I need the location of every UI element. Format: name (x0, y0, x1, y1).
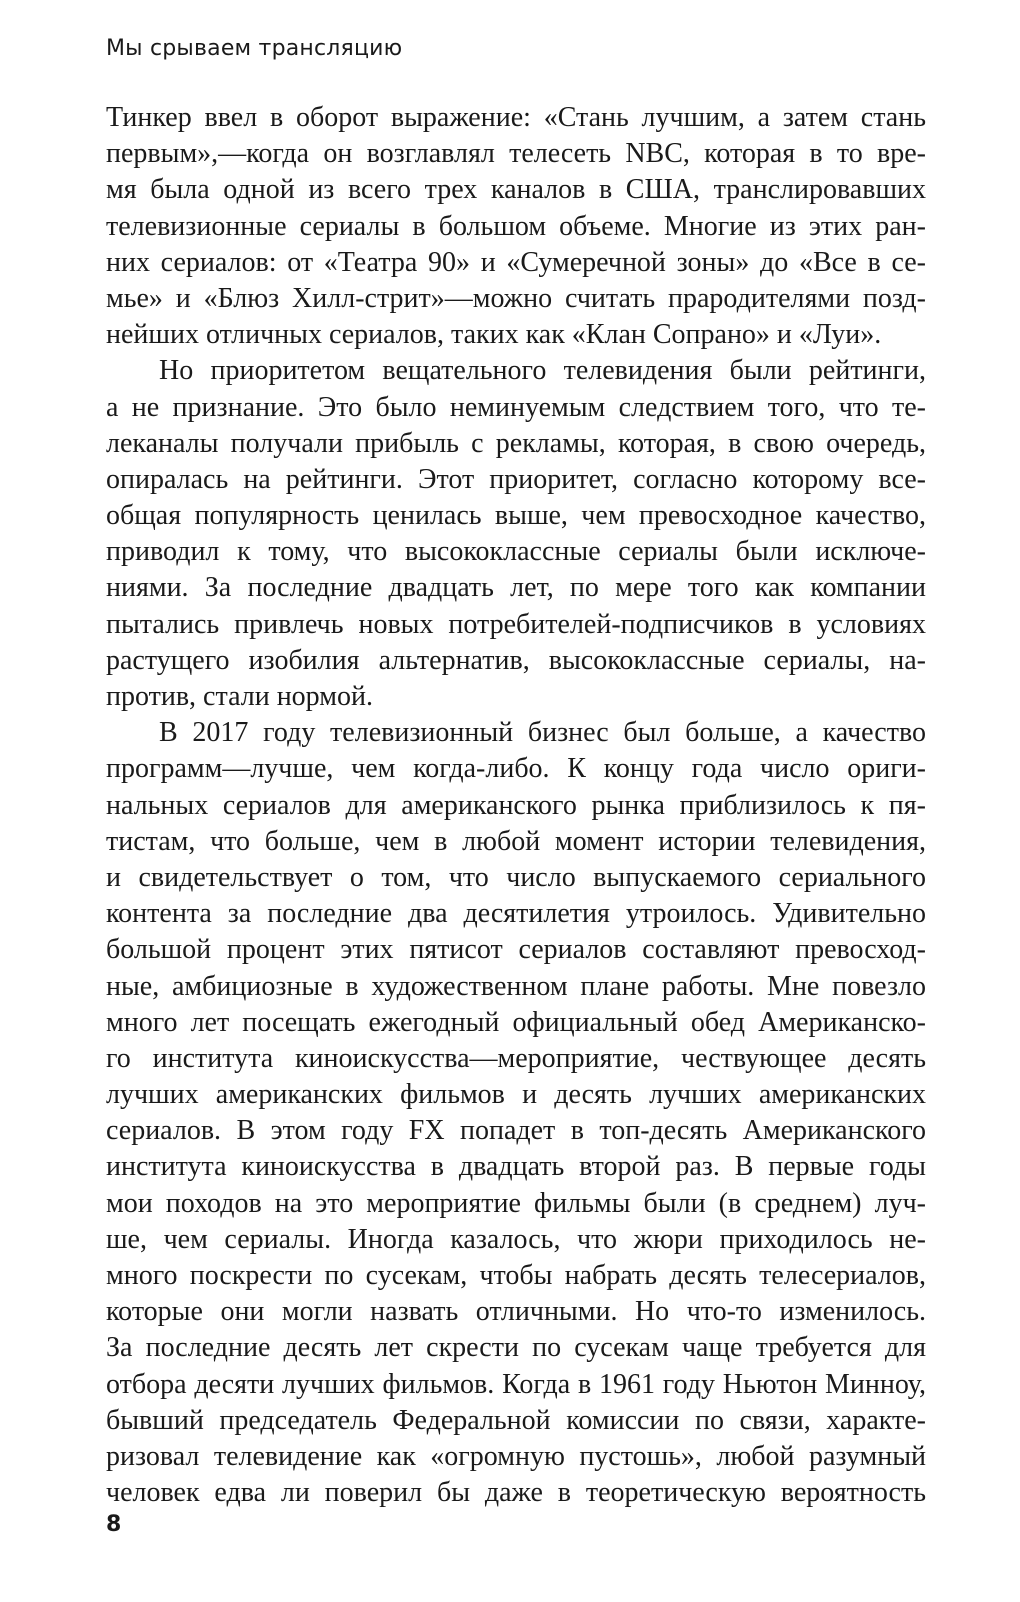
text-line: мя была одной из всего трех каналов в США, транслировавших (106, 174, 926, 206)
text-line: приводил к тому, что высококлассные сериалы были исключе- (106, 536, 926, 568)
text-line: мье» и «Блюз Хилл-стрит»—можно считать прародителями позд- (106, 282, 926, 314)
text-line: леканалы получали прибыль с рекламы, которая, в свою очередь, (106, 427, 926, 459)
text-line: Но приоритетом вещательного телевидения были рейтинги, (159, 355, 926, 387)
text-line: нейших отличных сериалов, таких как «Клан Сопрано» и «Луи». (106, 319, 882, 351)
text-line: контента за последние два десятилетия утроилось. Удивительно (106, 898, 926, 930)
text-line: пытались привлечь новых потребителей-подписчиков в условиях (106, 608, 926, 640)
text-line: сериалов. В этом году FX попадет в топ-десять Американского (106, 1115, 926, 1147)
text-line: В 2017 году телевизионный бизнес был больше, а качество (159, 717, 926, 749)
text-line: против, стали нормой. (106, 681, 373, 712)
text-line: бывший председатель Федеральной комиссии по связи, характе- (106, 1404, 926, 1436)
text-line: института киноискусства в двадцать второй раз. В первые годы (106, 1151, 926, 1183)
text-line: ниями. За последние двадцать лет, по мере того как компании (106, 572, 926, 604)
text-line: растущего изобилия альтернатив, высококлассные сериалы, на- (106, 644, 926, 676)
text-line: тистам, что больше, чем в любой момент истории телевидения, (106, 825, 926, 857)
text-line: отбора десяти лучших фильмов. Когда в 1961 году Ньютон Минноу, (106, 1368, 926, 1400)
text-line: телевизионные сериалы в большом объеме. Многие из этих ран- (106, 210, 926, 242)
page-number: 8 (106, 1512, 122, 1537)
text-line: опиралась на рейтинги. Этот приоритет, согласно которому все- (106, 463, 926, 495)
text-line: мои походов на это мероприятие фильмы были (в среднем) луч- (106, 1187, 926, 1219)
text-line: лучших американских фильмов и десять лучших американских (106, 1079, 926, 1111)
text-line: и свидетельствует о том, что число выпускаемого сериального (106, 861, 926, 893)
text-line: них сериалов: от «Театра 90» и «Сумеречной зоны» до «Все в се- (106, 246, 926, 278)
text-line: большой процент этих пятисот сериалов составляют превосход- (106, 934, 926, 966)
text-line: а не признание. Это было неминуемым следствием того, что те- (106, 391, 926, 423)
text-line: программ—лучше, чем когда-либо. К концу года число ориги- (106, 753, 926, 785)
text-line: много поскрести по сусекам, чтобы набрать десять телесериалов, (106, 1260, 926, 1291)
running-head: Мы срываем трансляцию (106, 36, 403, 61)
text-line: ризовал телевидение как «огромную пустошь», любой разумный (106, 1440, 926, 1472)
text-line: которые они могли назвать отличными. Но что-то изменилось. (106, 1296, 926, 1328)
text-line: За последние десять лет скрести по сусекам чаще требуется для (106, 1332, 926, 1364)
text-line: ше, чем сериалы. Иногда казалось, что жюри приходилось не- (106, 1223, 926, 1255)
text-line: нальных сериалов для американского рынка приблизилось к пя- (106, 789, 926, 821)
text-line: общая популярность ценилась выше, чем превосходное качество, (106, 500, 926, 532)
text-line: много лет посещать ежегодный официальный обед Американско- (106, 1006, 926, 1038)
body-text (106, 100, 926, 1511)
text-line: Тинкер ввел в оборот выражение: «Стань лучшим, а затем стань (106, 102, 926, 133)
text-line: первым»,—когда он возглавлял телесеть NBC, которая в то вре- (106, 138, 926, 170)
text-line: человек едва ли поверил бы даже в теоретическую вероятность (106, 1477, 926, 1509)
text-line: го института киноискусства—мероприятие, чествующее десять (106, 1042, 926, 1074)
text-line: ные, амбициозные в художественном плане работы. Мне повезло (106, 970, 926, 1002)
